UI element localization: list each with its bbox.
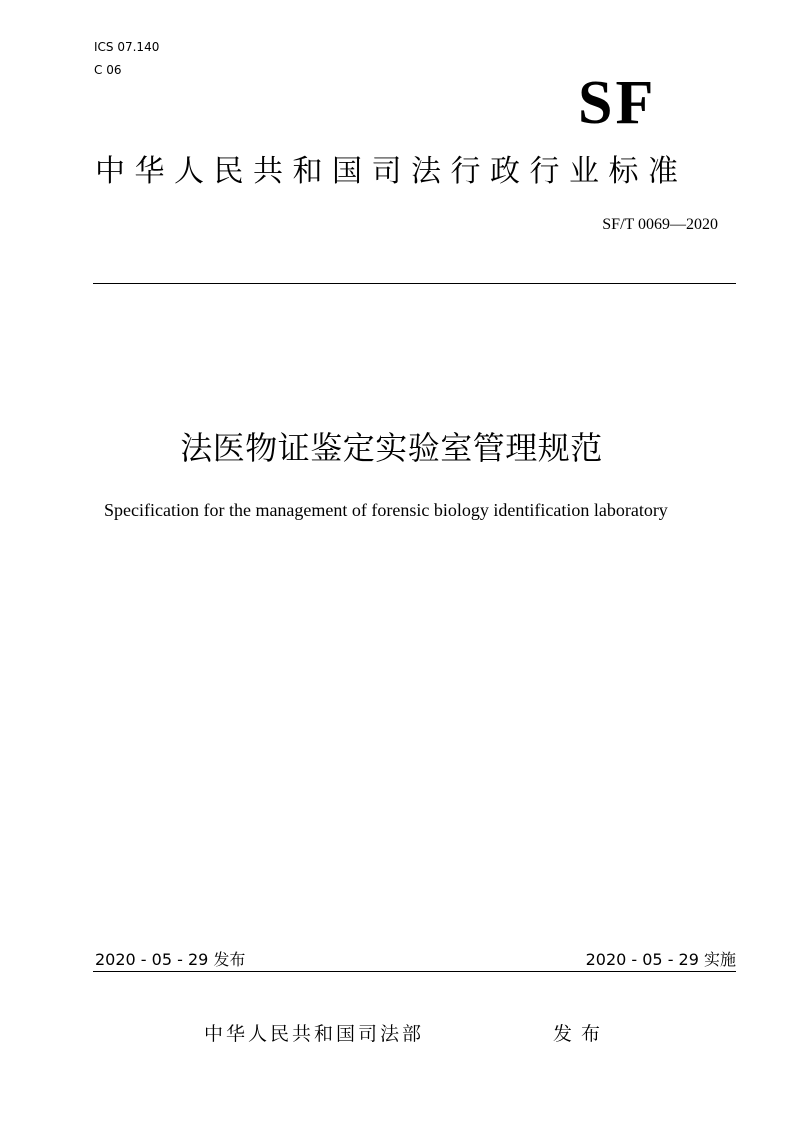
- standard-title: 中华人民共和国司法行政行业标准: [95, 154, 688, 189]
- ccs-code: C 06: [94, 63, 122, 77]
- document-title-chinese: 法医物证鉴定实验室管理规范: [180, 429, 603, 467]
- issue-label: 发布: [553, 1023, 610, 1045]
- implementation-date: 2020 - 05 - 29 实施: [585, 950, 736, 969]
- standard-number: SF/T 0069—2020: [602, 216, 718, 233]
- sf-logo: SF: [578, 69, 657, 137]
- document-title-english: Specification for the management of forensic biology identification laboratory: [104, 500, 668, 520]
- ics-code: ICS 07.140: [94, 40, 160, 54]
- issue-date: 2020 - 05 - 29 发布: [95, 950, 246, 969]
- top-divider: [93, 283, 736, 284]
- bottom-divider: [93, 971, 736, 972]
- issuing-authority: 中华人民共和国司法部: [204, 1023, 425, 1045]
